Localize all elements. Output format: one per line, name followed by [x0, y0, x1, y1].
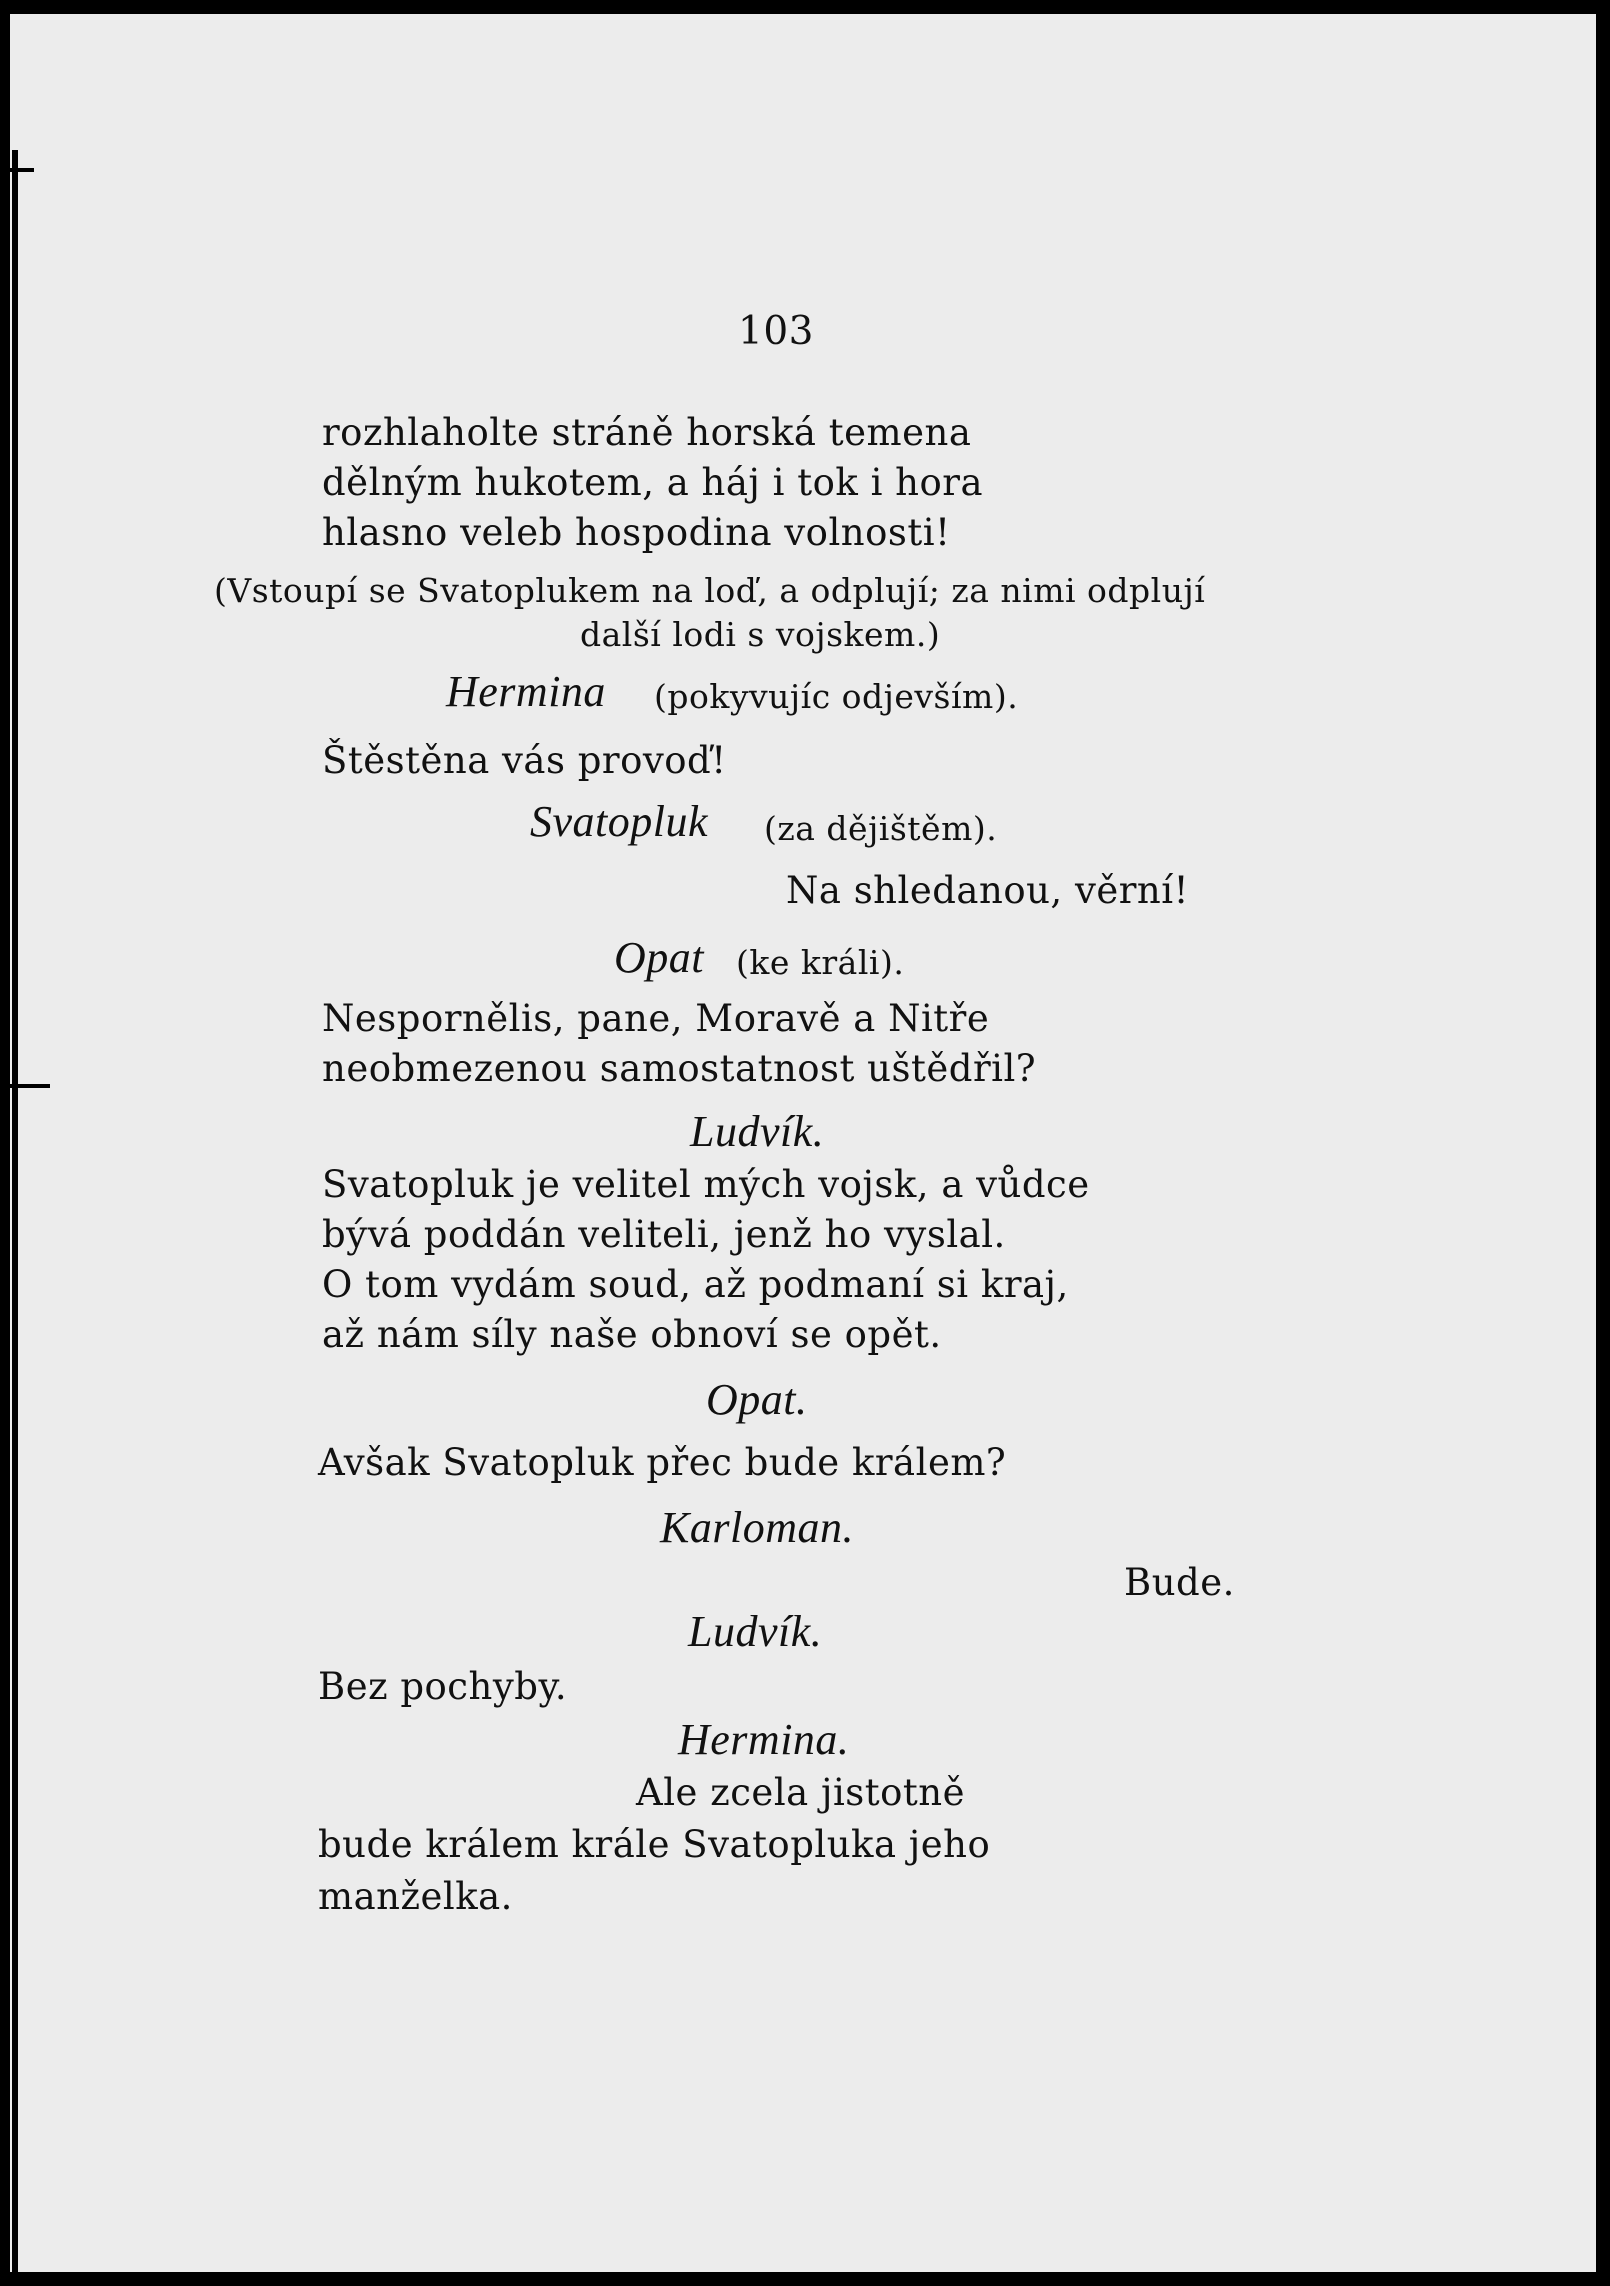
- verse-line: Na shledanou, věrní!: [786, 869, 1189, 912]
- speaker-name: Opat: [614, 933, 704, 982]
- speaker-name: Ludvík.: [690, 1107, 825, 1156]
- scan-border-top: [0, 0, 1610, 14]
- stage-direction: další lodi s vojskem.): [580, 615, 941, 654]
- speaker-name: Hermina: [446, 667, 606, 716]
- verse-line: Ale zcela jistotně: [636, 1771, 966, 1814]
- verse-line: Bez pochyby.: [318, 1665, 568, 1708]
- verse-line: neobmezenou samostatnost uštědřil?: [322, 1047, 1037, 1090]
- verse-line: Svatopluk je velitel mých vojsk, a vůdce: [322, 1163, 1090, 1206]
- stage-direction: (ke králi).: [736, 943, 905, 982]
- speaker-name: Opat.: [706, 1375, 808, 1424]
- stage-direction: (za dějištěm).: [764, 809, 998, 848]
- stage-direction: (pokyvujíc odjevším).: [654, 677, 1019, 716]
- verse-line: Avšak Svatopluk přec bude králem?: [318, 1441, 1007, 1484]
- scan-border-bottom: [0, 2272, 1610, 2286]
- verse-line: bude králem krále Svatopluka jeho: [318, 1823, 991, 1866]
- scan-border-left: [0, 0, 10, 2286]
- verse-line: Bude.: [1124, 1561, 1235, 1604]
- scan-tick-mark: [0, 168, 34, 172]
- scan-border-left-inner: [12, 150, 18, 2286]
- speaker-name: Hermina.: [678, 1715, 850, 1764]
- stage-direction: (Vstoupí se Svatoplukem na loď, a odplují; za nimi odplují: [214, 571, 1206, 610]
- verse-line: bývá poddán veliteli, jenž ho vyslal.: [322, 1213, 1006, 1256]
- verse-line: rozhlaholte stráně horská temena: [322, 411, 972, 454]
- verse-line: až nám síly naše obnoví se opět.: [322, 1313, 942, 1356]
- speaker-name: Karloman.: [660, 1503, 854, 1552]
- verse-line: Štěstěna vás provoď!: [322, 739, 727, 782]
- verse-line: hlasno veleb hospodina volnosti!: [322, 511, 951, 554]
- verse-line: O tom vydám soud, až podmaní si kraj,: [322, 1263, 1069, 1306]
- speaker-name: Svatopluk: [530, 797, 709, 846]
- scan-border-right: [1596, 0, 1610, 2286]
- page-number: 103: [738, 309, 814, 354]
- speaker-name: Ludvík.: [688, 1607, 823, 1656]
- verse-line: dělným hukotem, a háj i tok i hora: [322, 461, 984, 504]
- verse-line: manželka.: [318, 1875, 513, 1918]
- verse-line: Nespornělis, pane, Moravě a Nitře: [322, 997, 990, 1040]
- scan-tick-mark: [0, 1084, 50, 1088]
